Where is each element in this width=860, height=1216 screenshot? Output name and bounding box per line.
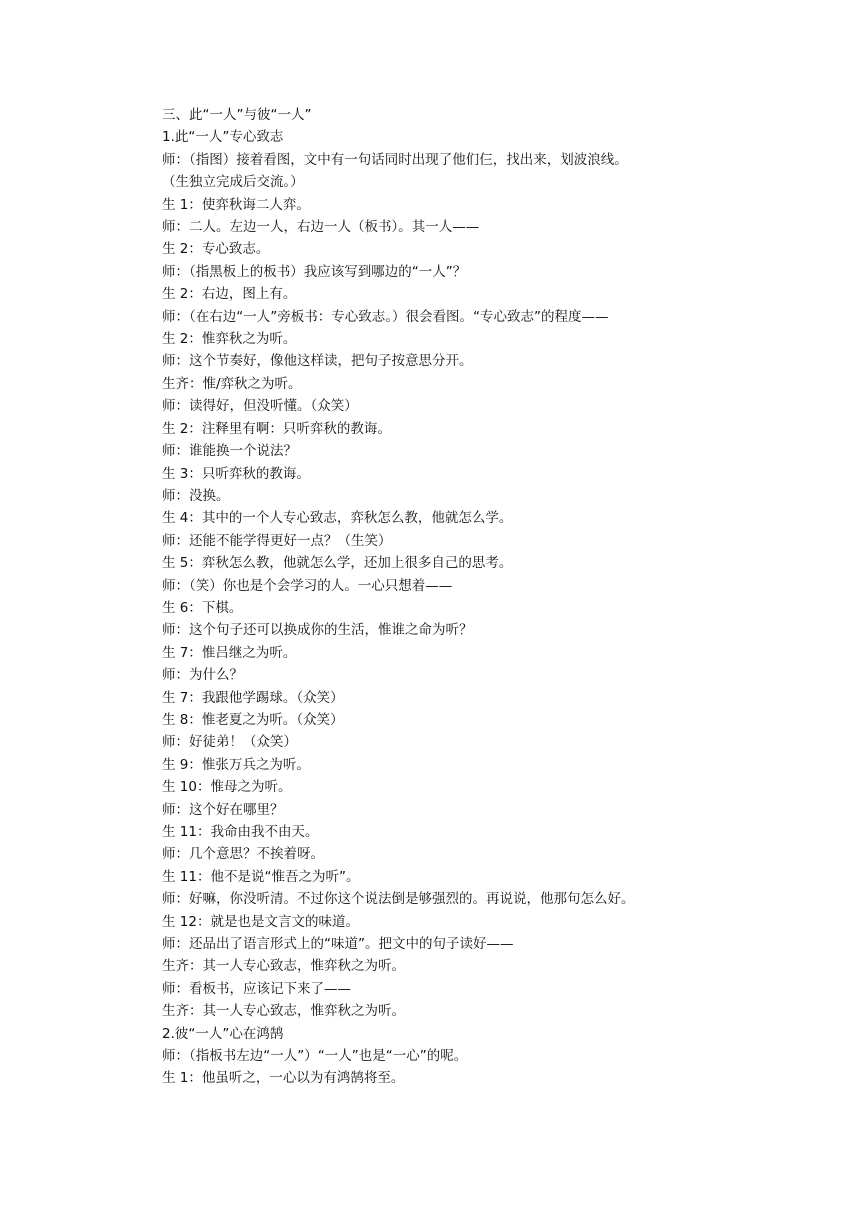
dialogue-line: 师：（指板书左边“一人”）“一人”也是“一心”的呢。 [162,1048,468,1065]
dialogue-line: 师：这个节奏好，像他这样读，把句子按意思分开。 [162,353,473,370]
dialogue-line: 生 2：右边，图上有。 [162,286,297,303]
dialogue-line: 师：（指黑板上的板书）我应该写到哪边的“一人”？ [162,263,467,280]
dialogue-line: 师：这个好在哪里？ [162,801,284,818]
dialogue-line: 师：（指图）接着看图，文中有一句话同时出现了他们仨，找出来，划波浪线。 [162,151,628,168]
dialogue-line: 师：还能不能学得更好一点？（生笑） [162,532,392,549]
dialogue-line: 生 12：就是也是文言文的味道。 [162,913,359,930]
subsection-heading: 2.彼“一人”心在鸿鹄 [162,1025,284,1042]
dialogue-line: 师：（在右边“一人”旁板书：专心致志。）很会看图。“专心致志”的程度—— [162,308,609,325]
dialogue-line: 生 5：弈秋怎么教，他就怎么学，还加上很多自己的思考。 [162,555,513,572]
dialogue-line: 生齐：惟/弈秋之为听。 [162,375,302,392]
dialogue-line: 生 11：我命由我不由天。 [162,824,319,840]
dialogue-line: 师：几个意思？不挨着呀。 [162,846,324,863]
dialogue-line: 生 8：惟老夏之为听。（众笑） [162,711,344,728]
dialogue-line: 师：还品出了语言形式上的“味道”。把文中的句子读好—— [162,936,514,953]
dialogue-line: 生 10：惟母之为听。 [162,779,292,796]
dialogue-line: 师：看板书，应该记下来了—— [162,980,351,997]
dialogue-line: 师：这个句子还可以换成你的生活，惟谁之命为听？ [162,622,473,639]
dialogue-line: 生 2：注释里有啊：只听弈秋的教诲。 [162,420,391,437]
dialogue-line: 生 2：惟弈秋之为听。 [162,331,297,348]
dialogue-line: 师：好徒弟！（众笑） [162,734,297,751]
dialogue-line: 生 2：专心致志。 [162,241,270,258]
dialogue-line: 师：（笑）你也是个会学习的人。一心只想着—— [162,577,453,594]
dialogue-line: 生 4：其中的一个人专心致志，弈秋怎么教，他就怎么学。 [162,510,513,527]
dialogue-line: 师：读得好，但没听懂。（众笑） [162,398,358,415]
subsection-heading: 1.此“一人”专心致志 [162,129,284,146]
dialogue-line: 生 11：他不是说“惟吾之为听”。 [162,868,360,885]
dialogue-line: 师：谁能换一个说法？ [162,443,297,460]
dialogue-line: 师：没换。 [162,487,230,504]
section-heading: 三、此“一人”与彼“一人” [162,107,312,123]
dialogue-line: 生 7：我跟他学踢球。（众笑） [162,689,344,706]
dialogue-line: 生齐：其一人专心致志，惟弈秋之为听。 [162,1003,405,1020]
dialogue-line: （生独立完成后交流。） [162,174,304,191]
dialogue-line: 生 1：使弈秋诲二人弈。 [162,196,310,213]
dialogue-line: 生 3：只听弈秋的教诲。 [162,465,310,482]
dialogue-line: 师：为什么？ [162,667,243,684]
document-body [162,104,722,1090]
dialogue-line: 生 9：惟张万兵之为听。 [162,756,310,773]
dialogue-line: 生齐：其一人专心致志，惟弈秋之为听。 [162,958,405,975]
dialogue-line: 师：二人。左边一人，右边一人（板书）。其一人—— [162,219,480,236]
dialogue-line: 生 6：下棋。 [162,599,243,616]
dialogue-line: 生 7：惟吕继之为听。 [162,644,297,661]
dialogue-line: 生 1：他虽听之，一心以为有鸿鹄将至。 [162,1070,405,1087]
dialogue-line: 师：好嘛，你没听清。不过你这个说法倒是够强烈的。再说说，他那句怎么好。 [162,891,635,908]
